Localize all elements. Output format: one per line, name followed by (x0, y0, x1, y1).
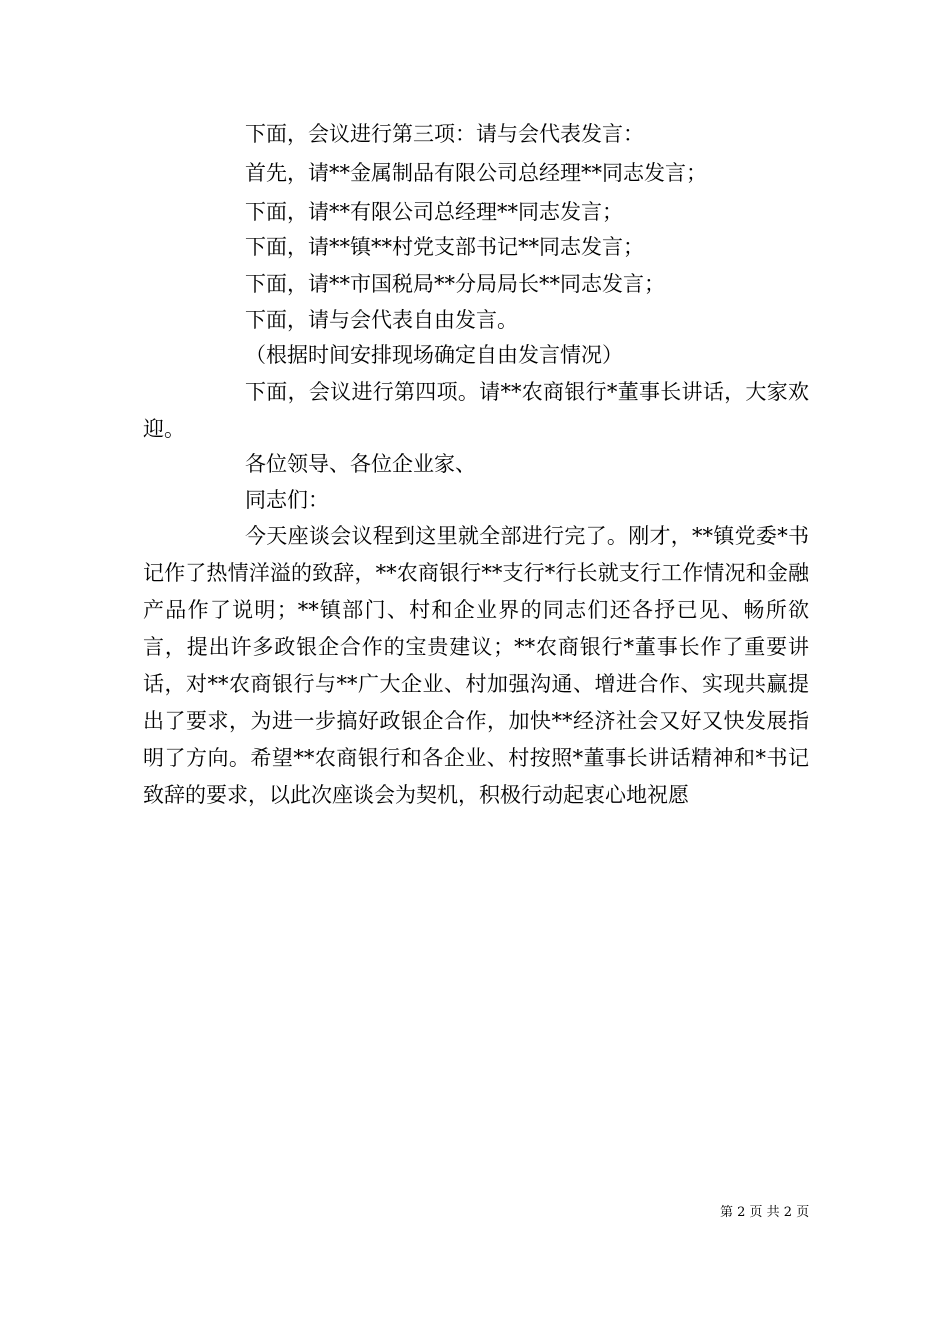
greeting-leaders: 各位领导、各位企业家、 (245, 452, 476, 476)
agenda-item-three-line: 下面，会议进行第三项：请与会代表发言： (245, 122, 644, 146)
speaker-line-1: 首先，请**金属制品有限公司总经理**同志发言； (245, 161, 707, 185)
page-number-footer: 第 2 页 共 2 页 (720, 1205, 810, 1220)
speaker-line-2: 下面，请**有限公司总经理**同志发言； (245, 200, 623, 224)
agenda-item-four-paragraph: 下面，会议进行第四项。请**农商银行*董事长讲话，大家欢迎。 (143, 380, 809, 441)
speaker-line-3: 下面，请**镇**村党支部书记**同志发言； (245, 235, 644, 259)
greeting-comrades: 同志们： (245, 488, 329, 512)
free-speech-note: （根据时间安排现场确定自由发言情况） (245, 343, 623, 367)
speaker-line-4: 下面，请**市国税局**分局局长**同志发言； (245, 272, 665, 296)
free-speech-line: 下面，请与会代表自由发言。 (245, 308, 518, 332)
closing-paragraph: 今天座谈会议程到这里就全部进行完了。刚才，**镇党委*书记作了热情洋溢的致辞，**农商银行**支行*行长就支行工作情况和金融产品作了说明；**镇部门、村和企业界的同志们还各抒已见、畅所欲言，提出许多政银企合作的宝贵建议；**农商银行*董事长作了重要讲话，对**农商银行与**广大企业、村加强沟通、增进合作、实现共赢提出了要求，为进一步搞好政银企合作，加快**经济社会又好又快发展指明了方向。希望**农商银行和各企业、村按照*董事长讲话精神和*书记致辞的要求，以此次座谈会为契机，积极行动起衷心地祝愿 (143, 524, 809, 807)
